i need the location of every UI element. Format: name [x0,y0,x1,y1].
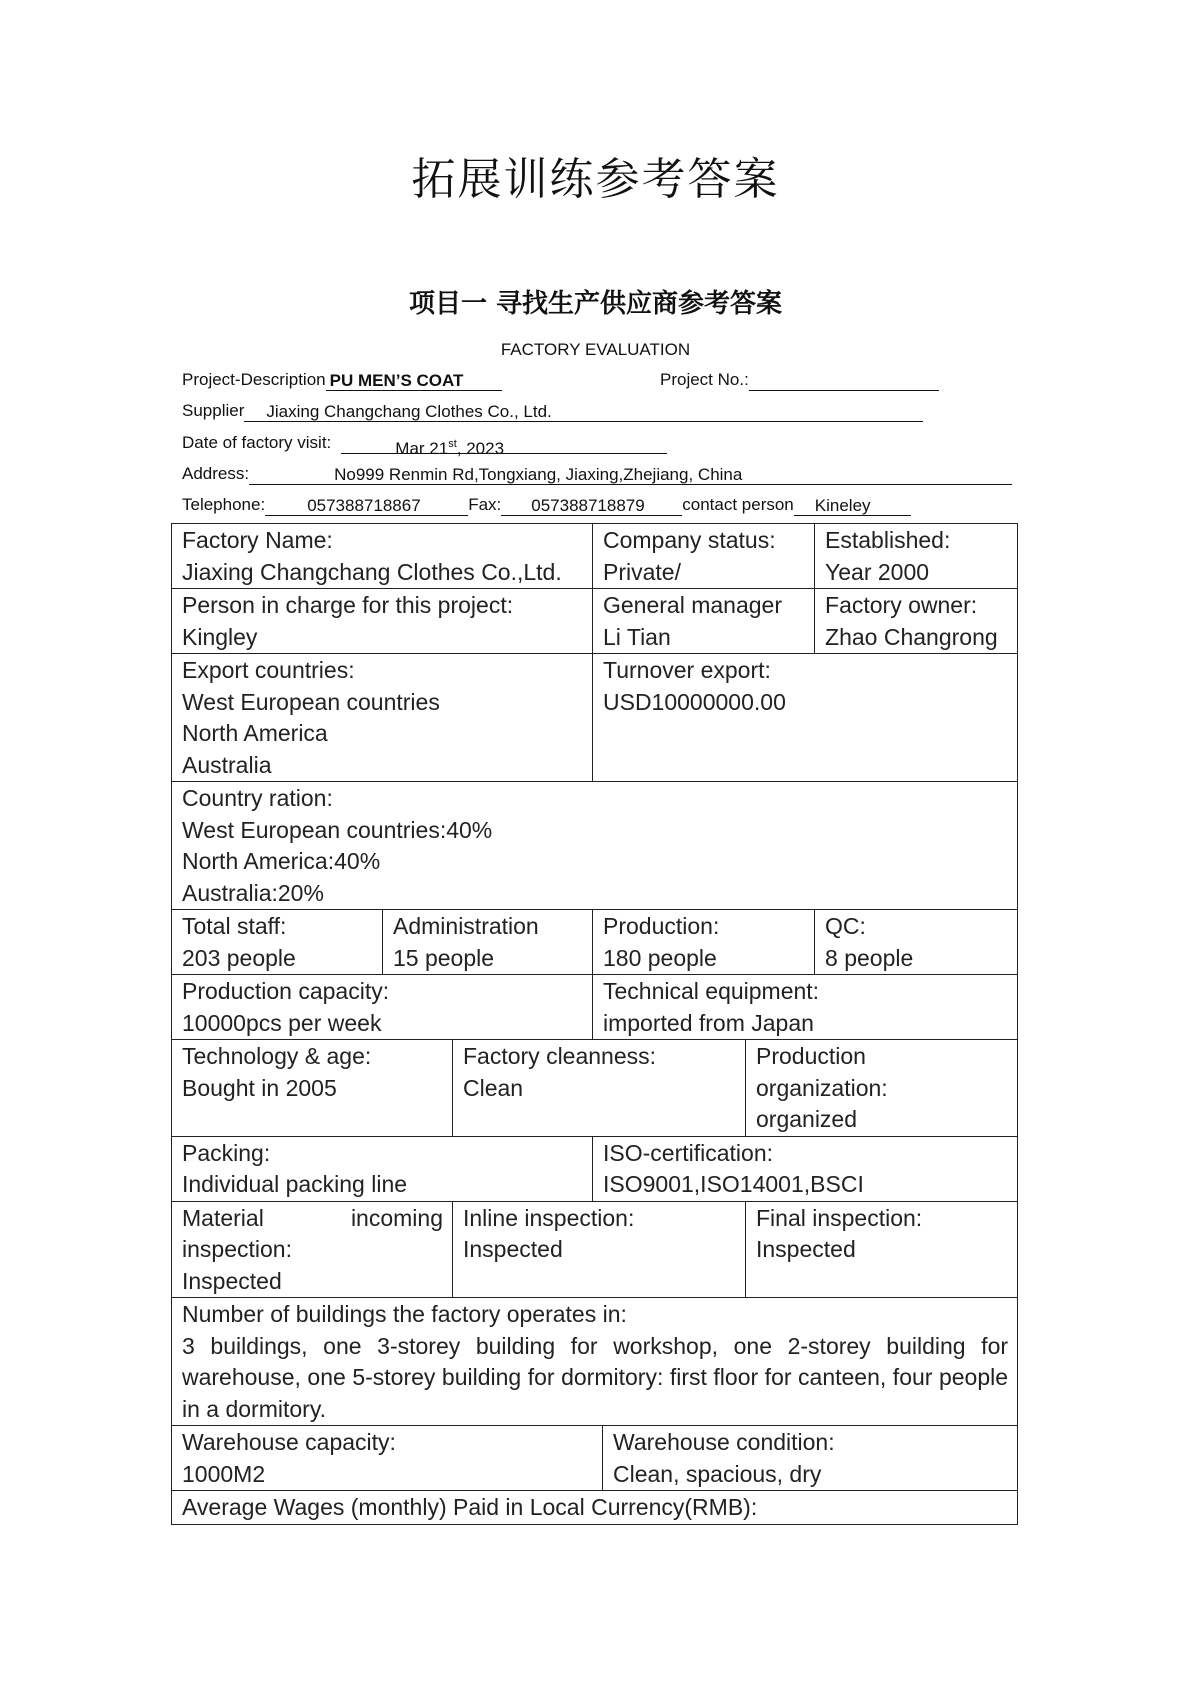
factory-cleanness-value: Clean [463,1074,524,1101]
warehouse-condition-label: Warehouse condition: [613,1429,835,1455]
country-ration-cell [172,782,1018,910]
production-organization-label: organization: [756,1074,888,1101]
visit-date-value: Mar 21st, 2023 [395,438,505,458]
contact-person-label: contact person [682,495,794,514]
warehouse-capacity-cell [172,1426,603,1491]
buildings-cell [172,1298,1018,1426]
factory-evaluation-table [171,523,1018,1525]
contact-person-value: Kineley [814,496,871,515]
production-organization-cell [746,1040,1018,1137]
section-title: 项目一 寻找生产供应商参考答案 [408,289,783,319]
total-staff-cell [172,910,383,975]
material-inspection-value: Inspected [182,1267,282,1294]
wages-label: Average Wages (monthly) Paid in Local Currency(RMB): [182,1494,758,1520]
supplier-field [244,401,923,422]
visit-date-label: Date of factory visit: [182,433,332,452]
total-staff-label: Total staff: [182,913,287,939]
production-capacity-cell [172,975,593,1040]
production-organization-label: Production [756,1043,866,1069]
turnover-cell [593,654,1018,782]
warehouse-condition-cell [603,1426,1018,1491]
person-in-charge-value: Kingley [182,623,258,650]
factory-owner-cell [815,589,1018,654]
table-row [172,589,1018,654]
qc-label: QC: [825,913,866,939]
inline-inspection-cell [453,1201,746,1298]
supplier-label: Supplier [182,401,245,420]
factory-cleanness-cell [453,1040,746,1137]
established-cell [815,524,1018,589]
final-inspection-value: Inspected [756,1236,856,1262]
contact-row [182,494,911,516]
address-value: No999 Renmin Rd,Tongxiang, Jiaxing,Zhejiang, China [334,465,743,484]
page-title: 拓展训练参考答案 [411,154,780,205]
production-capacity-label: Production capacity: [182,978,390,1004]
iso-certification-value: ISO9001,ISO14001,BSCI [603,1171,864,1197]
company-status-label: Company status: [603,527,776,553]
administration-value: 15 people [393,944,495,971]
fax-label: Fax: [468,495,502,514]
factory-name-value: Jiaxing Changchang Clothes Co.,Ltd. [182,558,562,585]
factory-name-cell [172,524,593,589]
address-field [249,464,1012,485]
country-ration-item: Australia:20% [182,879,324,906]
iso-certification-label: ISO-certification: [603,1139,773,1166]
fax-field [501,495,682,516]
project-description-label: Project-Description [182,370,326,389]
address-row [182,463,1012,485]
general-manager-value: Li Tian [603,623,671,650]
warehouse-capacity-label: Warehouse capacity: [182,1429,396,1455]
material-inspection-label: inspection: [182,1236,292,1262]
production-cell [593,910,815,975]
buildings-label: Number of buildings the factory operates in: [182,1301,627,1327]
technology-age-value: Bought in 2005 [182,1074,337,1101]
material-inspection-cell [172,1201,453,1298]
production-capacity-value: 10000pcs per week [182,1009,382,1036]
established-value: Year 2000 [825,558,930,585]
company-status-cell [593,524,815,589]
telephone-field [265,495,468,516]
table-row [172,1298,1018,1426]
turnover-label: Turnover export: [603,657,771,683]
table-row [172,524,1018,589]
packing-value: Individual packing line [182,1171,408,1197]
established-label: Established: [825,527,951,553]
packing-label: Packing: [182,1139,271,1166]
packing-cell [172,1136,593,1201]
table-row [172,782,1018,910]
general-manager-label: General manager [603,592,782,618]
production-organization-value: organized [756,1106,858,1132]
telephone-label: Telephone: [182,495,266,514]
fax-value: 057388718879 [531,496,645,515]
table-row [172,975,1018,1040]
table-row [172,910,1018,975]
person-in-charge-cell [172,589,593,654]
production-value: 180 people [603,944,717,971]
country-ration-item: North America:40% [182,848,381,874]
factory-owner-label: Factory owner: [825,592,978,618]
iso-certification-cell [593,1136,1018,1201]
total-staff-value: 203 people [182,944,296,971]
address-label: Address: [182,464,250,483]
project-description-field [326,370,502,391]
visit-date-row [182,432,667,458]
supplier-value: Jiaxing Changchang Clothes Co., Ltd. [266,402,552,421]
project-description-row [182,369,502,391]
warehouse-capacity-value: 1000M2 [182,1460,266,1487]
table-row [172,1201,1018,1298]
export-country-item: North America [182,720,328,746]
form-title: FACTORY EVALUATION [500,340,691,359]
technology-age-cell [172,1040,453,1137]
project-no-row [660,369,939,391]
qc-value: 8 people [825,944,914,971]
material-inspection-label: Material incoming [182,1204,443,1231]
table-row [172,1491,1018,1525]
buildings-value: 3 buildings, one 3-storey building for workshop, one 2-storey building for warehouse, one 5-storey building for dormitory: first floor for canteen, four people in a dormitory. [182,1332,1009,1422]
project-no-label: Project No.: [660,370,749,389]
company-status-value: Private/ [603,558,681,585]
technology-age-label: Technology & age: [182,1043,372,1069]
visit-date-field [341,433,667,458]
project-description-value: PU MEN’S COAT [329,371,464,390]
final-inspection-label: Final inspection: [756,1204,923,1231]
contact-person-field [794,495,911,516]
country-ration-label: Country ration: [182,785,333,811]
technical-equipment-cell [593,975,1018,1040]
export-countries-label: Export countries: [182,657,355,683]
telephone-value: 057388718867 [307,496,421,515]
wages-cell [172,1491,1018,1525]
production-label: Production: [603,913,720,939]
export-country-item: West European countries [182,688,440,715]
technical-equipment-value: imported from Japan [603,1009,814,1036]
factory-owner-value: Zhao Changrong [825,623,998,650]
factory-cleanness-label: Factory cleanness: [463,1043,657,1069]
country-ration-item: West European countries:40% [182,816,493,843]
table-row [172,1426,1018,1491]
warehouse-condition-value: Clean, spacious, dry [613,1460,822,1487]
final-inspection-cell [746,1201,1018,1298]
project-no-field [749,370,939,391]
qc-cell [815,910,1018,975]
inline-inspection-value: Inspected [463,1236,563,1262]
factory-name-label: Factory Name: [182,527,333,553]
table-row [172,1040,1018,1137]
turnover-value: USD10000000.00 [603,688,786,715]
export-country-item: Australia [182,751,272,778]
table-row [172,654,1018,782]
administration-label: Administration [393,913,539,939]
table-row [172,1136,1018,1201]
inline-inspection-label: Inline inspection: [463,1204,635,1231]
person-in-charge-label: Person in charge for this project: [182,592,514,618]
administration-cell [383,910,593,975]
technical-equipment-label: Technical equipment: [603,978,820,1004]
supplier-row [182,400,923,422]
general-manager-cell [593,589,815,654]
export-countries-cell [172,654,593,782]
